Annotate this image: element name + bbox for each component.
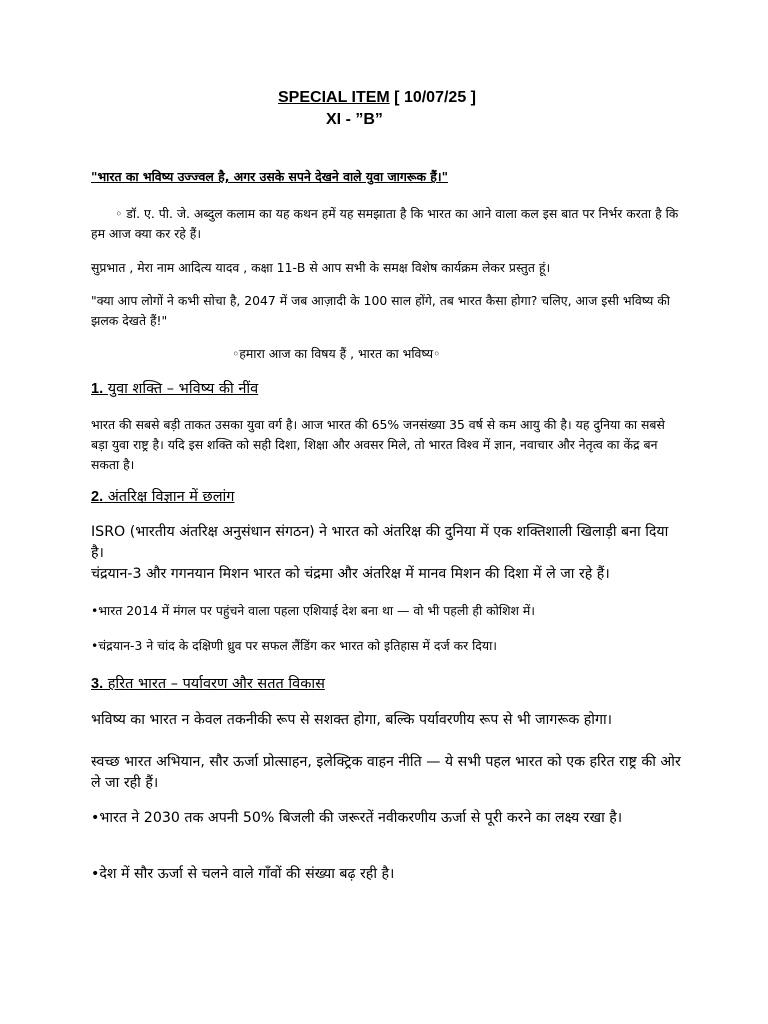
section-3-title: हरित भारत – पर्यावरण और सतत विकास [103,676,325,692]
section-2-paragraph-1: ISRO (भारतीय अंतरिक्ष अनुसंधान संगठन) ने भारत को अंतरिक्ष की दुनिया में एक शक्तिशाली खिलाड़ी बना दिया है। [91,524,669,561]
section-1-title: युवा शक्ति – भविष्य की नींव [103,381,259,397]
section-2-heading [91,486,234,508]
topic-line: ◦हमारा आज का विषय हैं , भारत का भविष्य◦ [232,346,441,361]
section-2-bullet-1: •भारत 2014 में मंगल पर पहुंचने वाला पहला एशियाई देश बना था — वो भी पहली ही कोशिश में। [91,603,535,618]
document-title [278,88,476,108]
opening-quote: "भारत का भविष्य उज्ज्वल है, अगर उसके सपने देखने वाले युवा जागरूक हैं।" [91,169,449,184]
section-3-bullet-1: •भारत ने 2030 तक अपनी 50% बिजली की जरूरतें नवीकरणीय ऊर्जा से पूरी करने का लक्ष्य रखा है। [91,810,623,826]
section-2-paragraph-2: चंद्रयान-3 और गगनयान मिशन भारत को चंद्रमा और अंतरिक्ष में मानव मिशन की दिशा में ले जा रहे हैं। [91,566,610,582]
section-3-paragraph-2: स्वच्छ भारत अभियान, सौर ऊर्जा प्रोत्साहन, इलेक्ट्रिक वाहन नीति — ये सभी पहल भारत को एक हरित राष्ट्र की ओर ले जा रही हैं। [91,754,681,791]
section-3-bullet-2: •देश में सौर ऊर्जा से चलने वाले गाँवों की संख्या बढ़ रही है। [91,866,395,882]
title-date: [ 10/07/25 ] [389,89,476,106]
section-2-title: अंतरिक्ष विज्ञान में छलांग [103,489,235,505]
section-3-paragraph-1: भविष्य का भारत न केवल तकनीकी रूप से सशक्त होगा, बल्कि पर्यावरणीय रूप से भी जागरूक होगा। [91,712,612,728]
section-2-bullet-2: •चंद्रयान-3 ने चांद के दक्षिणी ध्रुव पर सफल लैंडिंग कर भारत को इतिहास में दर्ज कर दिया। [91,638,497,653]
section-3-number: 3. [91,676,104,692]
section-1-number: 1. [91,381,104,397]
class-line: XI - ”B” [326,111,383,128]
quote-explanation: ◦ डॉ. ए. पी. जे. अब्दुल कलाम का यह कथन हमें यह समझाता है कि भारत का आने वाला कल इस बात पर निर्भर करता है कि हम आज क्या कर रहे हैं। [91,206,679,241]
section-3-heading [91,673,325,695]
title-main: SPECIAL ITEM [278,89,390,106]
section-2-number: 2. [91,489,104,505]
opening-question: "क्या आप लोगों ने कभी सोचा है, 2047 में जब आज़ादी के 100 साल होंगे, तब भारत कैसा होगा? चलिए, आज इसी भविष्य की झलक देखते हैं!" [91,293,670,328]
greeting-text: सुप्रभात , मेरा नाम आदित्य यादव , कक्षा 11-B से आप सभी के समक्ष विशेष कार्यक्रम लेकर प्रस्तुत हूं। [91,260,551,275]
section-1-heading [91,378,258,400]
section-1-paragraph: भारत की सबसे बड़ी ताकत उसका युवा वर्ग है। आज भारत की 65% जनसंख्या 35 वर्ष से कम आयु की है। यह दुनिया का सबसे बड़ा युवा राष्ट्र है। यदि इस शक्ति को सही दिशा, शिक्षा और अवसर मिले, तो भारत विश्व में ज्ञान, नवाचार और नेतृत्व का केंद्र बन सकता है। [91,417,665,472]
